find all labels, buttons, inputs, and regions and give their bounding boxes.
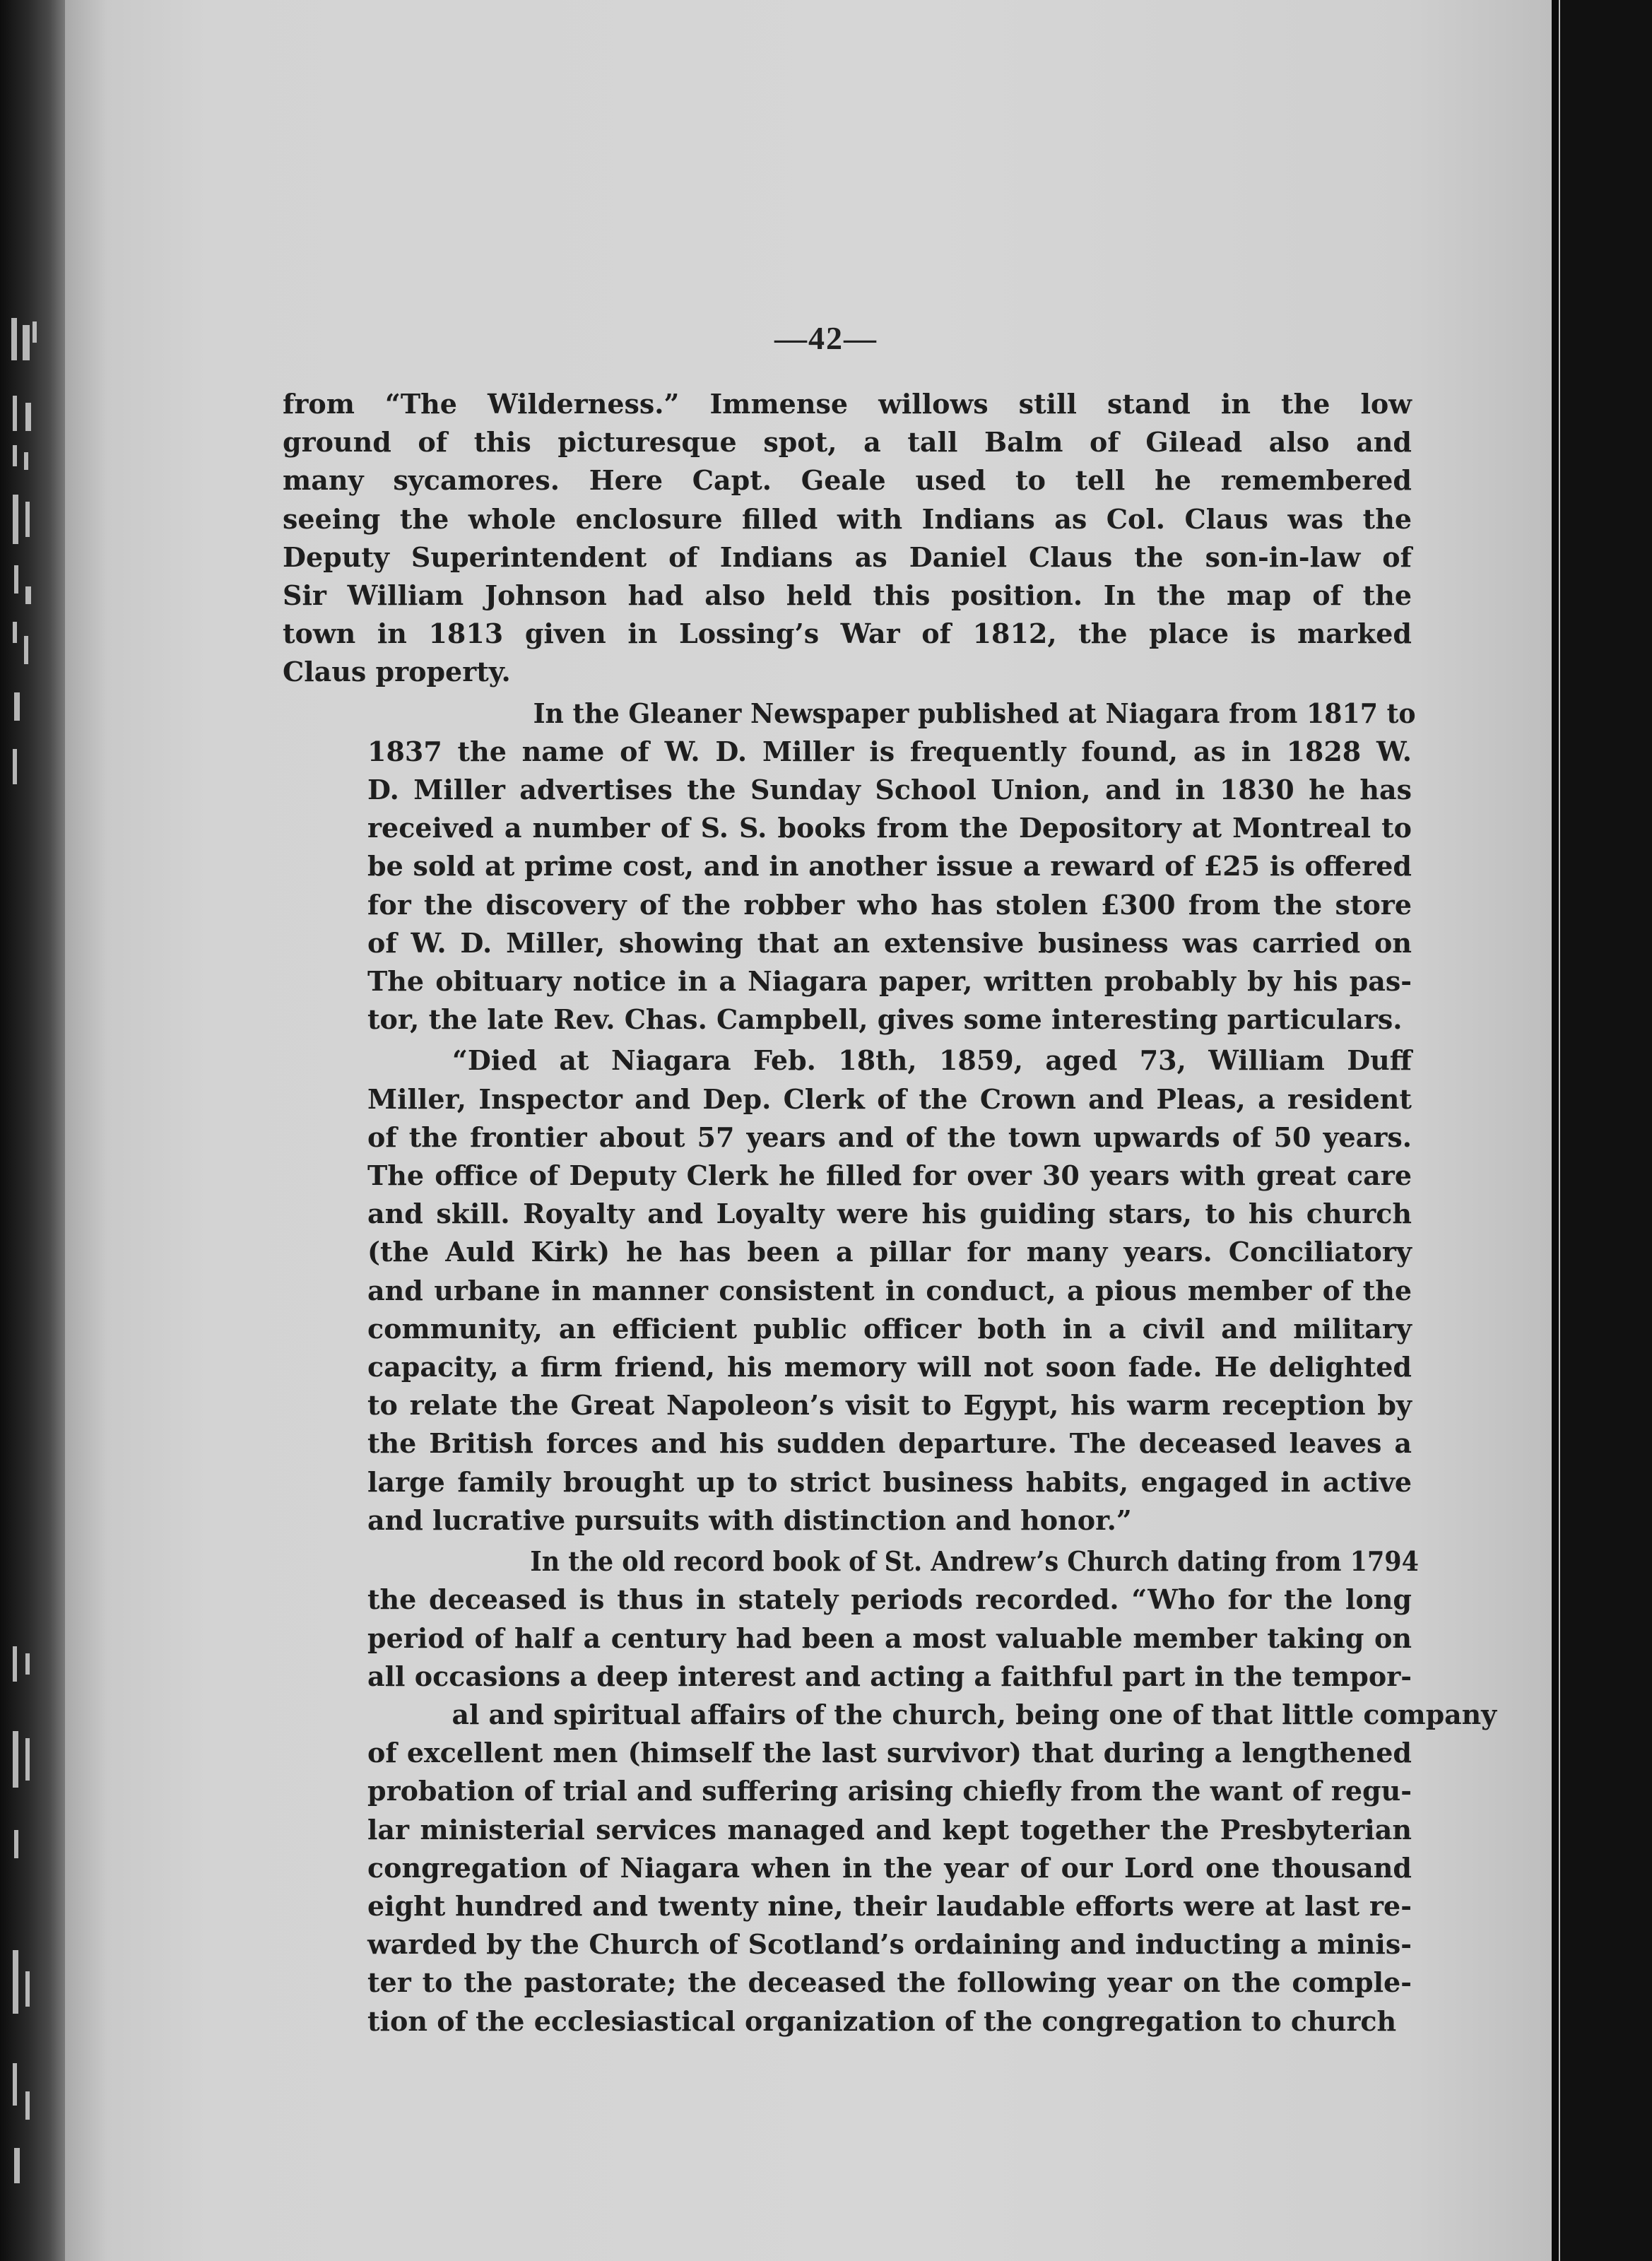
text-line: 1837 the name of W. D. Miller is frequently found, as in 1828 W. [367, 735, 1412, 767]
paragraph [283, 1542, 1497, 2041]
text-line: large family brought up to strict business habits, engaged in active [367, 1465, 1412, 1498]
text-line: the British forces and his sudden departure. The deceased leaves a [367, 1427, 1412, 1460]
text-line: for the discovery of the robber who has stolen £300 from the store [367, 888, 1412, 921]
text-line: many sycamores. Here Capt. Geale used to tell he remembered [283, 464, 1412, 497]
text-line: The office of Deputy Clerk he filled for over 30 years with great care [367, 1159, 1412, 1192]
text-line: tor, the late Rev. Chas. Campbell, gives some interesting particulars. [367, 1003, 1403, 1036]
text-line: In the Gleaner Newspaper published at Niagara from 1817 to [533, 697, 1416, 729]
text-line: capacity, a firm friend, his memory will not soon fade. He delighted [367, 1351, 1412, 1383]
text-line: warded by the Church of Scotland’s ordaining and inducting a minis- [367, 1928, 1412, 1961]
text-line: town in 1813 given in Lossing’s War of 1812, the place is marked [283, 618, 1412, 650]
text-line: In the old record book of St. Andrew’s Church dating from 1794 [530, 1545, 1419, 1578]
page-number: —42— [774, 320, 878, 356]
text-line: tion of the ecclesiastical organization of the congregation to church [367, 2005, 1397, 2037]
text-line: Miller, Inspector and Dep. Clerk of the Crown and Pleas, a resident [367, 1082, 1412, 1115]
text-line: al and spiritual affairs of the church, being one of that little company [452, 1698, 1497, 1730]
paragraph [283, 385, 1412, 692]
text-line: ter to the pastorate; the deceased the following year on the comple- [367, 1966, 1412, 1999]
text-line: eight hundred and twenty nine, their laudable efforts were at last re- [367, 1889, 1412, 1922]
text-line: “Died at Niagara Feb. 18th, 1859, aged 73, William Duff [452, 1044, 1412, 1077]
text-line: be sold at prime cost, and in another issue a reward of £25 is offered [367, 850, 1412, 882]
text-line: of excellent men (himself the last survivor) that during a lengthened [367, 1737, 1412, 1769]
text-line: (the Auld Kirk) he has been a pillar for many years. Conciliatory [367, 1236, 1412, 1268]
body-text [283, 385, 1497, 2043]
text-line: congregation of Niagara when in the year of our Lord one thousand [367, 1851, 1412, 1884]
text-line: of W. D. Miller, showing that an extensive business was carried on [367, 926, 1412, 959]
text-line: probation of trial and suffering arising chiefly from the want of regu- [367, 1775, 1412, 1807]
text-line: ground of this picturesque spot, a tall Balm of Gilead also and [283, 426, 1412, 459]
text-line: the deceased is thus in stately periods recorded. “Who for the long [367, 1583, 1412, 1616]
text-line: community, an efficient public officer both in a civil and military [367, 1312, 1412, 1345]
text-line: period of half a century had been a most valuable member taking on [367, 1622, 1412, 1654]
text-line: and urbane in manner consistent in conduct, a pious member of the [367, 1274, 1412, 1306]
text-line: received a number of S. S. books from the Depository at Montreal to [367, 812, 1412, 844]
paragraph [283, 1041, 1412, 1540]
text-line: and skill. Royalty and Loyalty were his guiding stars, to his church [367, 1198, 1412, 1230]
text-line: Sir William Johnson had also held this position. In the map of the [283, 579, 1412, 612]
text-line: The obituary notice in a Niagara paper, written probably by his pas- [367, 965, 1412, 998]
text-line: all occasions a deep interest and acting a faithful part in the tempor- [367, 1660, 1412, 1692]
text-line: Deputy Superintendent of Indians as Daniel Claus the son-in-law of [283, 541, 1412, 573]
text-line: and lucrative pursuits with distinction and honor.” [367, 1504, 1132, 1536]
text-line: of the frontier about 57 years and of the town upwards of 50 years. [367, 1121, 1412, 1153]
text-line: from “The Wilderness.” Immense willows still stand in the low [283, 388, 1412, 420]
text-line: lar ministerial services managed and kept together the Presbyterian [367, 1813, 1412, 1846]
text-line: D. Miller advertises the Sunday School Union, and in 1830 he has [367, 774, 1412, 806]
text-line: Claus property. [283, 656, 511, 688]
paragraph [283, 695, 1416, 1039]
text-line: to relate the Great Napoleon’s visit to Egypt, his warm reception by [367, 1389, 1412, 1422]
text-line: seeing the whole enclosure filled with Indians as Col. Claus was the [283, 502, 1412, 535]
